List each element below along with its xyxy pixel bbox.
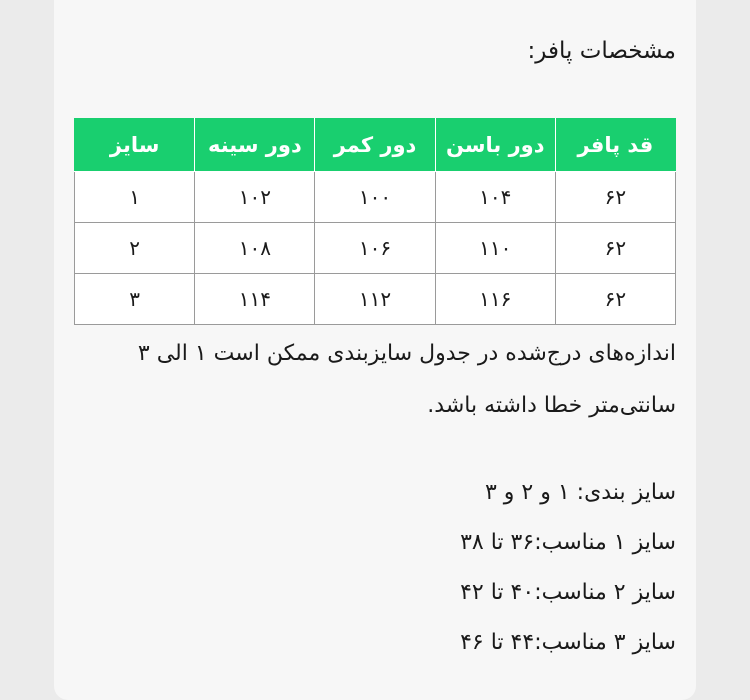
table-cell: ۱ — [75, 172, 195, 223]
sizes-available: سایز بندی: ۱ و ۲ و ۳ — [484, 480, 676, 505]
size-1-fit: سایز ۱ مناسب:۳۶ تا ۳۸ — [460, 530, 676, 555]
size-tolerance-note — [72, 334, 676, 426]
table-header-row — [75, 119, 676, 172]
header-hip: دور باسن — [435, 119, 555, 172]
size-table — [74, 118, 676, 325]
note-line-2: سانتی‌متر خطا داشته باشد. — [427, 393, 676, 418]
specs-title: مشخصات پافر: — [527, 38, 676, 64]
table-row — [75, 172, 676, 223]
table-cell: ۲ — [75, 223, 195, 274]
table-cell: ۶۲ — [555, 172, 675, 223]
size-3-fit: سایز ۳ مناسب:۴۴ تا ۴۶ — [460, 630, 676, 655]
table-cell: ۱۱۴ — [195, 274, 315, 325]
table-cell: ۱۰۴ — [435, 172, 555, 223]
table-cell: ۶۲ — [555, 274, 675, 325]
table-cell: ۱۱۶ — [435, 274, 555, 325]
table-cell: ۱۰۸ — [195, 223, 315, 274]
header-length: قد پافر — [555, 119, 675, 172]
table-cell: ۱۰۲ — [195, 172, 315, 223]
table-cell: ۶۲ — [555, 223, 675, 274]
table-row — [75, 274, 676, 325]
table-cell: ۱۱۰ — [435, 223, 555, 274]
table-cell: ۱۱۲ — [315, 274, 435, 325]
header-waist: دور کمر — [315, 119, 435, 172]
header-chest: دور سینه — [195, 119, 315, 172]
size-2-fit: سایز ۲ مناسب:۴۰ تا ۴۲ — [460, 580, 676, 605]
table-row — [75, 223, 676, 274]
table-cell: ۱۰۰ — [315, 172, 435, 223]
table-cell: ۱۰۶ — [315, 223, 435, 274]
note-line-1: اندازه‌های درج‌شده در جدول سایزبندی ممکن است ۱ الی ۳ — [137, 341, 676, 366]
header-size: سایز — [75, 119, 195, 172]
table-cell: ۳ — [75, 274, 195, 325]
